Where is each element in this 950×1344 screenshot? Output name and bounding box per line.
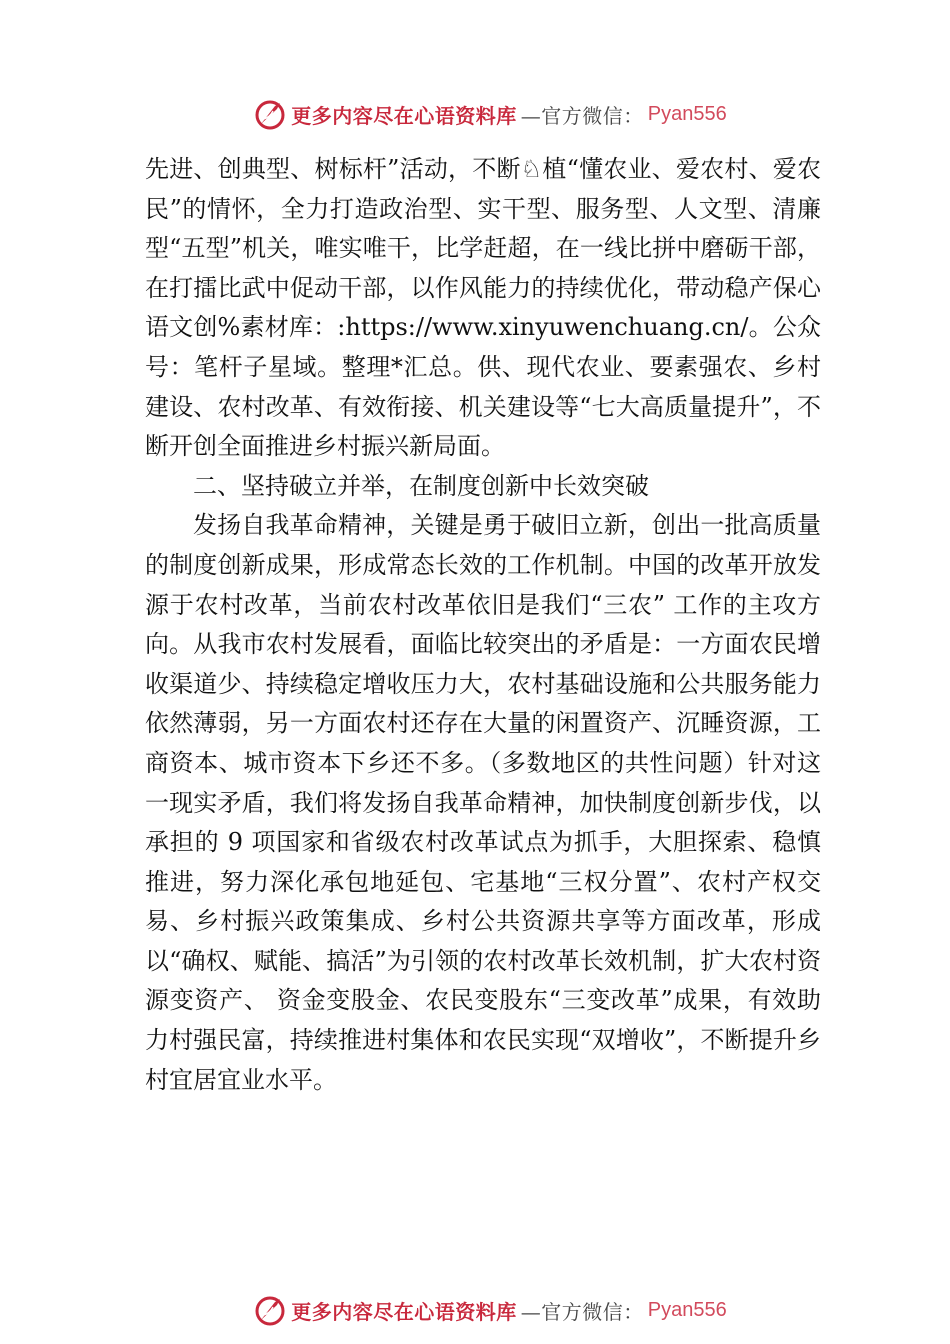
watermark-wechat-label: —官方微信： (520, 103, 644, 128)
quill-logo-icon (253, 97, 287, 131)
quill-logo-icon (253, 1293, 287, 1327)
footer-watermark (0, 1288, 950, 1332)
watermark-wechat-id: Pyan556 (647, 102, 727, 125)
watermark-group (253, 1293, 726, 1327)
paragraph-body: 发扬自我革命精神，关键是勇于破旧立新，创出一批高质量的制度创新成果，形成常态长效的工作机制。中国的改革开放发源于农村改革，当前农村改革依旧是我们“三农” 工作的主攻方向。从我市农村发展看，面临比较突出的矛盾是：一方面农民增收渠道少、持续稳定增收压力大，农村基础设施和公共服务能力依然薄弱，另一方面农村还存在大量的闲置资产、沉睡资源，工商资本、城市资本下乡还不多。（多数地区的共性问题）针对这一现实矛盾，我们将发扬自我革命精神，加快制度创新步伐，以承担的 9 项国家和省级农村改革试点为抓手，大胆探索、稳慎推进，努力深化承包地延包、宅基地“三权分置”、农村产权交易、乡村振兴政策集成、乡村公共资源共享等方面改革，形成以“确权、赋能、搞活”为引领的农村改革长效机制，扩大农村资源变资产、 资金变股金、农民变股东“三变改革”成果，有效助力村强民富，持续推进村集体和农民实现“双增收”，不断提升乡村宜居宜业水平。 (145, 511, 821, 1094)
paragraph-continued: 先进、创典型、树标杆”活动，不断♘植“懂农业、爱农村、爱农民”的情怀，全力打造政治型、实干型、服务型、人文型、清廉型“五型”机关，唯实唯干，比学赶超，在一线比拼中磨砺干部，在打擂比武中促动干部，以作风能力的持续优化，带动稳产保心语文创%素材库：:https://www.xinyuwenchuang.cn/。公众号：笔杆子星域。整理*汇总。供、现代农业、要素强农、乡村建设、农村改革、有效衔接、机关建设等“七大高质量提升”，不断开创全面推进乡村振兴新局面。 (145, 155, 821, 461)
watermark-library-text: 更多内容尽在心语资料库 (291, 103, 517, 128)
watermark-library-text: 更多内容尽在心语资料库 (291, 1299, 517, 1324)
section-heading: 二、坚持破立并举，在制度创新中长效突破 (193, 471, 649, 500)
watermark-wechat-id: Pyan556 (647, 1298, 727, 1321)
header-watermark (0, 92, 950, 136)
document-body (145, 150, 821, 1100)
watermark-wechat-label: —官方微信： (520, 1299, 644, 1324)
watermark-group (253, 97, 726, 131)
